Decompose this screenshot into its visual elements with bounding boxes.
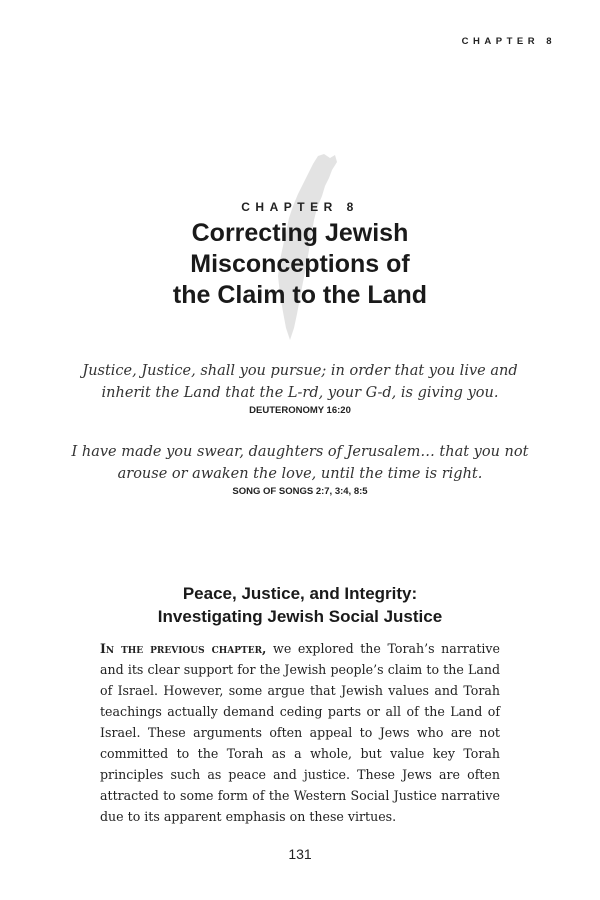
epigraph-source: DEUTERONOMY 16:20	[249, 405, 351, 416]
epigraph-line: inherit the Land that the L-rd, your G-d, is giving you.	[101, 385, 499, 401]
page-number: 131	[288, 846, 312, 862]
epigraph-line: arouse or awaken the love, until the time is right.	[117, 466, 483, 482]
section-heading-line: Peace, Justice, and Integrity:	[182, 584, 418, 603]
title-line: Correcting Jewish	[191, 219, 409, 247]
epigraph	[60, 441, 540, 497]
title-line: the Claim to the Land	[172, 281, 428, 309]
paragraph-text: we explored the Torah’s narrative and its clear support for the Jewish people’s claim to the Land of Israel. However, some argue that Jewish values and Torah teachings actually demand ceding parts or all of the Land of Israel. These arguments often appeal to Jews who are not committed to the Torah as a whole, but value key Torah principles such as peace and justice. These Jews are often attracted to some form of the Western Social Justice narrative due to its apparent emphasis on these virtues.	[100, 641, 500, 824]
section-heading-line: Investigating Jewish Social Justice	[157, 607, 443, 626]
lead-in: In the previous chapter,	[100, 641, 267, 656]
section-heading	[60, 582, 540, 628]
chapter-title	[60, 218, 540, 311]
epigraph-source: SONG OF SONGS 2:7, 3:4, 8:5	[232, 486, 368, 497]
title-line: Misconceptions of	[190, 250, 410, 278]
running-head: CHAPTER 8	[461, 36, 556, 47]
chapter-label: CHAPTER 8	[241, 200, 359, 214]
epigraph-line: I have made you swear, daughters of Jerusalem… that you not	[71, 444, 529, 460]
epigraph	[60, 360, 540, 416]
epigraph-line: Justice, Justice, shall you pursue; in order that you live and	[82, 363, 518, 379]
body-paragraph	[100, 638, 500, 827]
